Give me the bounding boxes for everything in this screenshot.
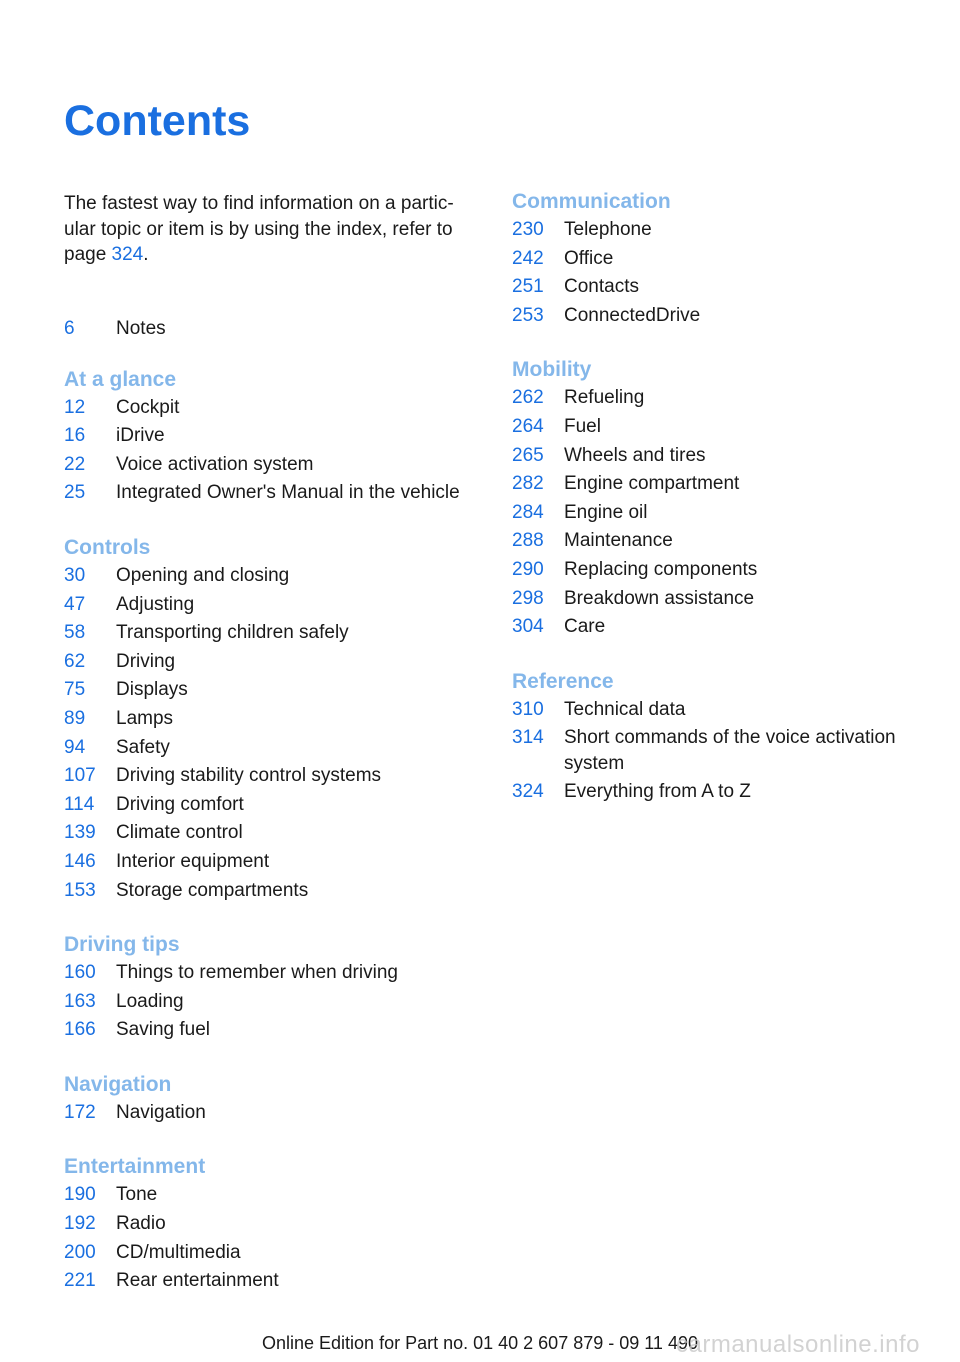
toc-entry[interactable] bbox=[64, 620, 484, 649]
toc-page-number[interactable]: 262 bbox=[512, 387, 544, 409]
toc-page-number[interactable]: 200 bbox=[64, 1241, 96, 1263]
toc-page-number[interactable]: 288 bbox=[512, 530, 544, 552]
toc-entry-label: Driving bbox=[116, 650, 176, 672]
toc-entry[interactable] bbox=[512, 471, 932, 500]
toc-entry[interactable] bbox=[64, 1211, 484, 1240]
toc-entry-label: Displays bbox=[116, 679, 188, 701]
toc-entry-label: Lamps bbox=[116, 707, 174, 729]
toc-entry[interactable] bbox=[512, 614, 932, 643]
toc-entry-label: Rear entertainment bbox=[116, 1270, 279, 1292]
toc-page-number[interactable]: 304 bbox=[512, 616, 544, 638]
toc-page-number[interactable]: 242 bbox=[512, 247, 544, 269]
toc-page-number[interactable]: 114 bbox=[64, 793, 95, 815]
toc-section-title: At a glance bbox=[64, 367, 177, 391]
toc-right-column bbox=[512, 187, 932, 832]
toc-entry[interactable] bbox=[512, 246, 932, 275]
toc-entry[interactable] bbox=[64, 989, 484, 1018]
toc-section bbox=[512, 355, 932, 642]
toc-entry[interactable] bbox=[64, 677, 484, 706]
toc-entry[interactable] bbox=[64, 395, 484, 424]
toc-entry[interactable] bbox=[64, 706, 484, 735]
toc-page-number[interactable]: 47 bbox=[64, 593, 86, 615]
toc-page-number[interactable]: 290 bbox=[512, 558, 544, 580]
toc-section bbox=[64, 1070, 484, 1129]
toc-entry-label: iDrive bbox=[116, 425, 165, 447]
toc-entry-label: Technical data bbox=[564, 698, 686, 720]
page-title: Contents bbox=[64, 97, 251, 145]
toc-entry[interactable] bbox=[64, 820, 484, 849]
toc-page-number[interactable]: 172 bbox=[64, 1101, 96, 1123]
watermark: carmanualsonline.info bbox=[676, 1331, 920, 1358]
toc-entry-label: ConnectedDrive bbox=[564, 304, 701, 326]
toc-entry-label: Climate control bbox=[116, 822, 243, 844]
index-page-link[interactable]: 324 bbox=[111, 244, 144, 265]
toc-page-number[interactable]: 166 bbox=[64, 1019, 96, 1041]
intro-end: . bbox=[143, 244, 149, 265]
toc-entry-label: Contacts bbox=[564, 276, 639, 298]
toc-entry-label: Transporting children safely bbox=[116, 622, 349, 644]
toc-entry[interactable] bbox=[512, 500, 932, 529]
toc-entry-label: Voice activation system bbox=[116, 453, 314, 475]
toc-entry[interactable] bbox=[64, 878, 484, 907]
toc-page-number[interactable]: 107 bbox=[64, 765, 96, 787]
toc-entry-label: Wheels and tires bbox=[564, 444, 706, 466]
toc-entry[interactable] bbox=[64, 1268, 484, 1297]
toc-entry-label: Engine oil bbox=[564, 501, 648, 523]
toc-page-number[interactable]: 146 bbox=[64, 850, 96, 872]
toc-entry[interactable] bbox=[64, 1182, 484, 1211]
toc-page-number[interactable]: 265 bbox=[512, 444, 544, 466]
toc-entry[interactable] bbox=[512, 414, 932, 443]
toc-entry-label: Driving stability control systems bbox=[116, 765, 382, 787]
toc-entry[interactable] bbox=[64, 1017, 484, 1046]
toc-page-number[interactable]: 58 bbox=[64, 622, 86, 644]
toc-entry-label: Office bbox=[564, 247, 614, 269]
toc-page-number[interactable]: 264 bbox=[512, 415, 544, 437]
toc-entry[interactable] bbox=[512, 779, 932, 808]
toc-entry[interactable] bbox=[64, 763, 484, 792]
page-footer: Online Edition for Part no. 01 40 2 607 879 - 09 11 490 bbox=[262, 1333, 698, 1353]
toc-entry-label: Safety bbox=[116, 736, 170, 758]
toc-page-number[interactable]: 16 bbox=[64, 425, 86, 447]
toc-page-number[interactable]: 298 bbox=[512, 587, 544, 609]
toc-entry[interactable] bbox=[512, 697, 932, 726]
intro-paragraph bbox=[64, 191, 479, 268]
toc-entry-label: Breakdown assistance bbox=[564, 587, 755, 609]
toc-entry-label: Integrated Owner's Manual in the vehicle bbox=[116, 482, 460, 504]
toc-entry[interactable] bbox=[512, 557, 932, 586]
toc-entry-label: Care bbox=[564, 616, 606, 638]
toc-entry-label: CD/multimedia bbox=[116, 1241, 241, 1263]
toc-section bbox=[512, 667, 932, 808]
toc-entry[interactable] bbox=[64, 1100, 484, 1129]
toc-page-number[interactable]: 25 bbox=[64, 482, 86, 504]
toc-page-number[interactable]: 12 bbox=[64, 396, 86, 418]
toc-left-column bbox=[64, 316, 484, 1321]
toc-entry[interactable] bbox=[64, 423, 484, 452]
toc-section bbox=[64, 930, 484, 1046]
toc-entry-label: Driving comfort bbox=[116, 793, 244, 815]
toc-section-title: Controls bbox=[64, 535, 151, 559]
toc-section bbox=[64, 365, 484, 509]
toc-entry[interactable] bbox=[64, 792, 484, 821]
toc-page-number[interactable]: 192 bbox=[64, 1213, 96, 1235]
toc-page-number[interactable]: 310 bbox=[512, 698, 544, 720]
toc-entry-label: Storage compartments bbox=[116, 879, 309, 901]
toc-page-number[interactable]: 230 bbox=[512, 219, 544, 240]
toc-page-number[interactable]: 153 bbox=[64, 879, 96, 901]
toc-entry[interactable] bbox=[64, 1240, 484, 1269]
toc-section-title: Mobility bbox=[512, 358, 592, 382]
toc-entry-label: Replacing components bbox=[564, 558, 758, 580]
toc-entry-label: Notes bbox=[116, 318, 166, 339]
toc-section-title: Entertainment bbox=[64, 1155, 206, 1179]
toc-page-number[interactable]: 22 bbox=[64, 453, 86, 475]
toc-section bbox=[64, 1152, 484, 1296]
toc-entry-label: Saving fuel bbox=[116, 1019, 211, 1041]
toc-page-number[interactable]: 6 bbox=[64, 318, 75, 339]
toc-entry[interactable] bbox=[64, 960, 484, 989]
toc-page-number[interactable]: 324 bbox=[512, 781, 544, 803]
toc-page-number[interactable]: 139 bbox=[64, 822, 96, 844]
toc-page-number[interactable]: 190 bbox=[64, 1184, 96, 1206]
toc-page-number[interactable]: 160 bbox=[64, 962, 96, 984]
toc-entry-label: Tone bbox=[116, 1184, 158, 1206]
toc-page-number[interactable]: 89 bbox=[64, 707, 86, 729]
toc-entry-label: Opening and closing bbox=[116, 564, 290, 586]
toc-section-title: Reference bbox=[512, 669, 614, 693]
toc-page-number[interactable]: 314 bbox=[512, 727, 544, 749]
toc-page-number[interactable]: 253 bbox=[512, 304, 544, 326]
toc-entry-label: Adjusting bbox=[116, 593, 195, 615]
toc-entry[interactable] bbox=[512, 303, 932, 332]
toc-entry[interactable] bbox=[64, 480, 484, 509]
toc-page-number[interactable]: 282 bbox=[512, 473, 544, 495]
toc-page-number[interactable]: 94 bbox=[64, 736, 86, 758]
toc-entry-label: Everything from A to Z bbox=[564, 781, 751, 803]
toc-entry[interactable] bbox=[64, 592, 484, 621]
toc-entry-label: Fuel bbox=[564, 415, 601, 437]
toc-entry-label: Radio bbox=[116, 1213, 166, 1235]
toc-entry[interactable] bbox=[64, 563, 484, 592]
toc-page-number[interactable]: 62 bbox=[64, 650, 86, 672]
toc-entry-label: Loading bbox=[116, 990, 184, 1012]
toc-page-number[interactable]: 163 bbox=[64, 990, 96, 1012]
toc-entry[interactable] bbox=[512, 528, 932, 557]
toc-entry[interactable] bbox=[512, 274, 932, 303]
toc-entry-notes[interactable] bbox=[64, 316, 484, 345]
toc-entry[interactable] bbox=[512, 385, 932, 414]
toc-page-number[interactable]: 251 bbox=[512, 276, 544, 298]
toc-section bbox=[64, 533, 484, 906]
toc-section-title: Navigation bbox=[64, 1072, 172, 1096]
toc-page-number[interactable]: 75 bbox=[64, 679, 86, 701]
toc-entry-label: Navigation bbox=[116, 1101, 206, 1123]
toc-entry-label: Refueling bbox=[564, 387, 645, 409]
toc-page-number[interactable]: 30 bbox=[64, 564, 86, 586]
toc-section bbox=[512, 187, 932, 331]
toc-entry[interactable] bbox=[512, 586, 932, 615]
toc-entry[interactable] bbox=[64, 735, 484, 764]
toc-entry[interactable] bbox=[64, 649, 484, 678]
toc-entry-label: Maintenance bbox=[564, 530, 673, 552]
toc-entry-label: Telephone bbox=[564, 219, 652, 240]
toc-entry[interactable] bbox=[512, 217, 932, 246]
toc-entry-label: Engine compartment bbox=[564, 473, 740, 495]
toc-entry-label: Things to remember when driving bbox=[116, 962, 398, 984]
toc-entry[interactable] bbox=[512, 443, 932, 472]
toc-entry-label: Cockpit bbox=[116, 396, 180, 418]
toc-page-number[interactable]: 284 bbox=[512, 501, 544, 523]
toc-page-number[interactable]: 221 bbox=[64, 1270, 96, 1292]
toc-section-title: Communication bbox=[512, 190, 671, 213]
toc-entry[interactable] bbox=[64, 849, 484, 878]
toc-section-title: Driving tips bbox=[64, 933, 180, 957]
toc-entry[interactable] bbox=[512, 725, 932, 779]
toc-entry-label: Interior equipment bbox=[116, 850, 270, 872]
toc-entry-label: Short commands of the voice activation system bbox=[564, 727, 896, 775]
intro-text: The fastest way to find information on a partic-ular topic or item is by using the index, refer to page bbox=[64, 193, 454, 265]
toc-entry[interactable] bbox=[64, 452, 484, 481]
